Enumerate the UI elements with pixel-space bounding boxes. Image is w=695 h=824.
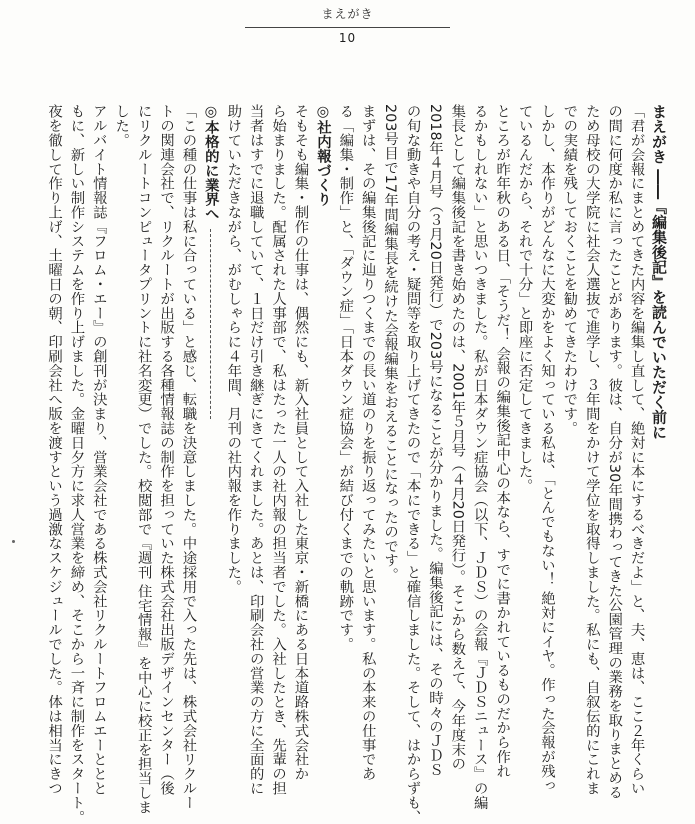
running-head-title: まえがき [321,7,374,21]
text-line: トの関連会社で、リクルートが出版する各種情報誌の制作を担っていた株式会社出版デザインセンター（後 [158,104,175,796]
text-line: ところが昨年秋のある日、「そうだ！ 会報の編集後記中心の本なら、すでに書かれているものだから作れ [494,104,511,779]
section-heading-label: ◎本格的に業界へ [202,104,219,221]
header-rule [245,27,450,28]
dotted-leader [210,229,212,419]
text-line: 2018年４月号（３月20日発行）で203号になることが分かりました。編集後記には、その時々のＪＤＳ [426,104,443,777]
text-line: るかもしれない」と思いつきました。私が日本ダウン症協会（以下、ＪＤＳ）の会報『ＪＤＳニュース』の編 [471,104,488,810]
text-line: の旬な動きや自分の考え・疑問等を取り上げてきたので「本にできる」と確信しました。そして、はからずも、 [404,104,421,824]
text-line: 「君が会報にまとめてきた内容を編集し直して、絶対に本にするべきだよ」と、夫、恵は、ここ２年くらい [628,104,645,796]
text-line: 203号目で17年間編集長を続けた会報編集をおえることになったのです。 [382,104,399,582]
text-line: 夜を徹して作り上げ、土曜日の朝、印刷会社へ版を渡すという過激なスケジュールでした。体は相当にきつ [46,104,63,796]
scan-speck [12,540,15,543]
section-heading-honkaku [199,104,221,702]
text-line: にリクルートコンピュータプリントに社名変更）でした。校閲部で『週刊 住宅情報』を中心に校正を担当しま [135,104,152,815]
text-line: ているんだから、それで十分」と即座に否定してきました。 [516,104,533,493]
body-area [46,104,670,824]
text-line: る「編集・制作」と、「ダウン症」「日本ダウン症協会」が結び付くまでの軌跡です。 [337,104,354,652]
text-line: での実績を残しておくことを勧めてきたわけです。 [561,104,578,436]
text-line: した。 [113,104,130,148]
text-line: ら始まりました。配属された人事部で、私はたった一人の社内報の担当者でした。入社したとき、先輩の担 [270,104,287,796]
text-line: もに、新しい制作システムを作り上げました。金曜日夕方に求人営業を締め、そこから一斉に制作をスタート。 [68,104,85,824]
text-line: 当者はすでに退職していて、１日だけ引き継ぎにきてくれました。あとは、印刷会社の営業の方に全面的に [247,104,264,796]
body-text [46,104,670,824]
text-line: ため母校の大学院に社会人選抜で進学し、３年間をかけて学位を取得しました。私にも、自叙伝的にこれま [583,104,600,796]
section-heading-shanaihou: ◎社内報づくり [314,104,331,207]
text-line: しかし、本作りがどんなに大変かをよく知っている私は、「とんでもない！ 絶対にイヤ。作った会報が残っ [538,104,555,793]
text-line: 集長として編集後記を書き始めたのは、2001年５月号（４月20日発行）。そこから数えて、今年度末の [449,104,466,771]
chapter-title: まえがき ――『編集後記』を読んでいただく前に [650,104,668,440]
text-line: まずは、その編集後記に辿りつくまでの長い道のりを振り返ってみたいと思います。私の本来の仕事であ [359,104,376,781]
text-line: そもそも編集・制作の仕事は、偶然にも、新入社員として入社した東京・新橋にある日本道路株式会社か [292,104,309,781]
page-number: 10 [338,31,357,45]
text-line: 「この種の仕事は私に合っている」と感じ、転職を決意しました。中途採用で入った先は、株式会社リクルー [180,104,197,810]
text-line: アルバイト情報誌『フロム・エー』の創刊が決まり、営業会社である株式会社リクルートフロムエーととと [90,104,107,796]
text-line: の間に何度か私に言ったことがあります。彼は、自分が30年間携わってきた公園管理の業務を取りまとめる [606,104,623,800]
text-line: 助けていただきながら、がむしゃらに４年間、月刊の社内報を作りました。 [225,104,242,594]
